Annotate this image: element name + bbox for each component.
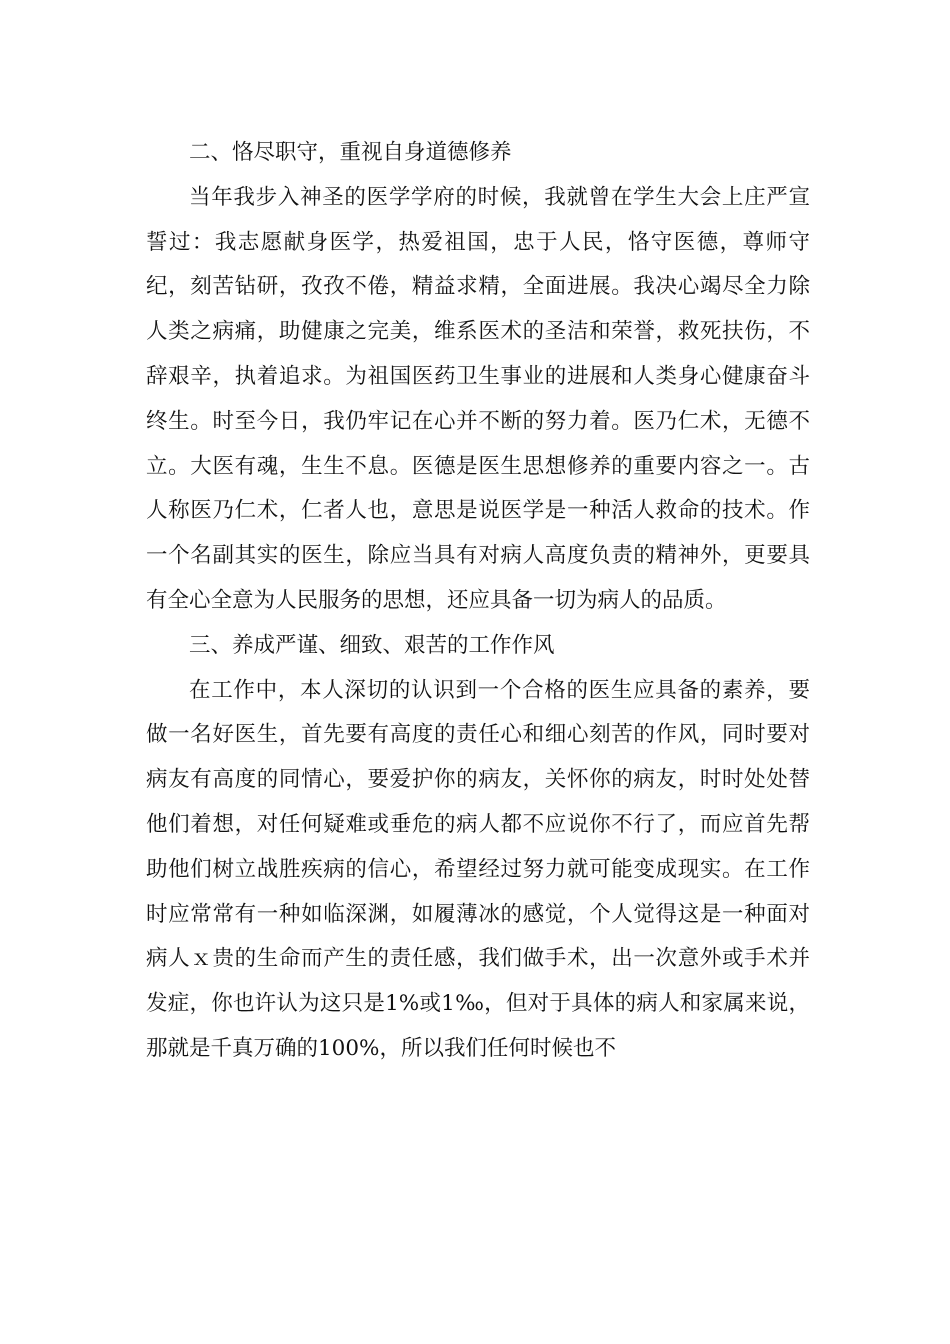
section-paragraph-2: 当年我步入神圣的医学学府的时候，我就曾在学生大会上庄严宣誓过：我志愿献身医学，热爱祖国，忠于人民，恪守医德，尊师守纪，刻苦钻研，孜孜不倦，精益求精，全面进展。我决心竭尽全力除人类之病痛，助健康之完美，维系医术的圣洁和荣誉，救死扶伤，不辞艰辛，执着追求。为祖国医药卫生事业的进展和人类身心健康奋斗终生。时至今日，我仍牢记在心并不断的努力着。医乃仁术，无德不立。大医有魂，生生不息。医德是医生思想修养的重要内容之一。古人称医乃仁术，仁者人也，意思是说医学是一种活人救命的技术。作一个名副其实的医生，除应当具有对病人高度负责的精神外，更要具有全心全意为人民服务的思想，还应具备一切为病人的品质。	[146, 184, 810, 613]
document-body	[146, 131, 810, 1072]
section-heading-3: 三、养成严谨、细致、艰苦的工作作风	[189, 632, 555, 658]
section-paragraph-3: 在工作中，本人深切的认识到一个合格的医生应具备的素养，要做一名好医生，首先要有高度的责任心和细心刻苦的作风，同时要对病友有高度的同情心，要爱护你的病友，关怀你的病友，时时处处替他们着想，对任何疑难或垂危的病人都不应说你不行了，而应首先帮助他们树立战胜疾病的信心，希望经过努力就可能变成现实。在工作时应常常有一种如临深渊，如履薄冰的感觉，个人觉得这是一种面对病人ｘ贵的生命而产生的责任感，我们做手术，出一次意外或手术并发症，你也许认为这只是1%或1‰，但对于具体的病人和家属来说，那就是千真万确的100%，所以我们任何时候也不	[146, 677, 810, 1061]
section-heading-2: 二、恪尽职守，重视自身道德修养	[189, 140, 512, 165]
